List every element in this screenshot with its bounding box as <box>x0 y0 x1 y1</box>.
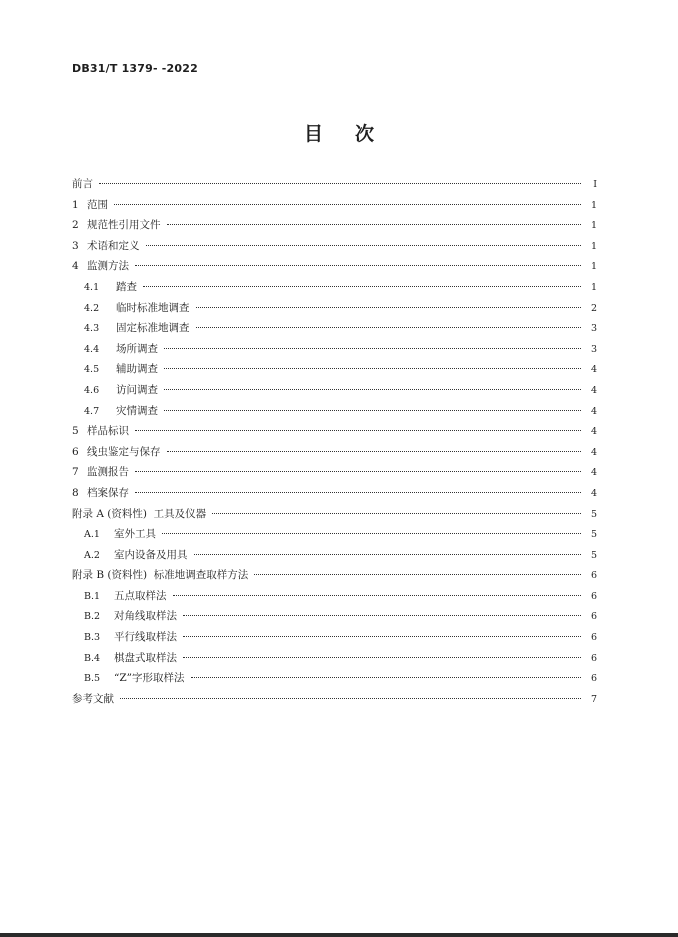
toc-entry-number: 4.6 <box>84 384 100 396</box>
toc-entry-number: 4.4 <box>84 343 100 355</box>
toc-entry[interactable] <box>72 545 597 566</box>
toc-entry-page: 4 <box>590 364 597 376</box>
toc-leader-dots <box>167 451 582 452</box>
toc-entry-title: 对角线取样法 <box>114 610 177 623</box>
toc-entry[interactable] <box>72 648 597 669</box>
toc-entry-title: 棋盘式取样法 <box>114 651 177 664</box>
toc-entry[interactable] <box>72 380 597 401</box>
toc-entry-page: 5 <box>590 508 597 520</box>
toc-entry-number: B.3 <box>84 632 101 644</box>
toc-entry-title: 附录 A (资料性) 工具及仪器 <box>72 507 207 520</box>
toc-leader-dots <box>135 492 581 493</box>
toc-entry-number: 4.7 <box>84 405 100 417</box>
toc-leader-dots <box>196 327 582 328</box>
toc-entry-number: 3 <box>72 239 79 252</box>
toc-leader-dots <box>191 677 581 678</box>
toc-leader-dots <box>99 183 581 184</box>
toc-entry-title: 固定标准地调查 <box>116 322 190 335</box>
page-title <box>0 119 678 146</box>
toc-entry-title: 参考文献 <box>72 692 114 705</box>
toc-entry[interactable] <box>72 421 597 442</box>
toc-entry[interactable] <box>72 462 597 483</box>
toc-leader-dots <box>143 286 581 287</box>
toc-entry-title: 平行线取样法 <box>114 631 177 644</box>
toc-leader-dots <box>212 513 581 514</box>
toc-entry[interactable] <box>72 174 597 195</box>
toc-entry-number: 4 <box>72 260 79 273</box>
toc-entry-page: 6 <box>590 632 597 644</box>
toc-entry-title: 临时标准地调查 <box>116 301 190 314</box>
toc-entry-title: 室内设备及用具 <box>114 548 188 561</box>
toc-leader-dots <box>135 471 581 472</box>
toc-entry-title: 术语和定义 <box>87 239 140 252</box>
toc-entry-number: 6 <box>72 445 79 458</box>
toc-leader-dots <box>135 430 581 431</box>
toc-entry-page: 4 <box>590 405 597 417</box>
toc-entry[interactable] <box>72 277 597 298</box>
toc-entry[interactable] <box>72 668 597 689</box>
table-of-contents <box>72 174 597 709</box>
toc-entry-number: A.2 <box>84 549 100 561</box>
toc-leader-dots <box>146 245 582 246</box>
toc-entry-page: 1 <box>590 240 597 252</box>
toc-entry-page: 1 <box>590 261 597 273</box>
toc-entry-page: 4 <box>590 446 597 458</box>
toc-entry[interactable] <box>72 195 597 216</box>
toc-entry-title: 档案保存 <box>87 486 129 499</box>
toc-entry[interactable] <box>72 442 597 463</box>
page-bottom-edge <box>0 933 678 937</box>
toc-entry-title: 室外工具 <box>114 528 156 541</box>
toc-entry[interactable] <box>72 606 597 627</box>
toc-leader-dots <box>120 698 581 699</box>
document-id: DB31/T 1379- -2022 <box>72 62 198 75</box>
toc-entry-page: 5 <box>590 529 597 541</box>
toc-entry-title: 样品标识 <box>87 425 129 438</box>
toc-entry-number: B.1 <box>84 590 101 602</box>
title-char-2: 次 <box>355 123 375 145</box>
toc-entry-number: 4.2 <box>84 302 100 314</box>
toc-entry[interactable] <box>72 256 597 277</box>
toc-entry-title: 线虫鉴定与保存 <box>87 445 161 458</box>
toc-leader-dots <box>183 636 581 637</box>
toc-entry-title: 访问调查 <box>116 383 158 396</box>
toc-leader-dots <box>164 389 581 390</box>
toc-entry-title: 五点取样法 <box>114 589 167 602</box>
toc-entry-page: 4 <box>590 384 597 396</box>
toc-entry-title: 附录 B (资料性) 标准地调查取样方法 <box>72 569 249 582</box>
toc-entry[interactable] <box>72 236 597 257</box>
toc-leader-dots <box>164 410 581 411</box>
toc-entry[interactable] <box>72 298 597 319</box>
toc-entry-page: 3 <box>590 323 597 335</box>
toc-leader-dots <box>164 348 581 349</box>
toc-entry-number: 4.1 <box>84 281 100 293</box>
toc-entry-page: 6 <box>590 673 597 685</box>
toc-entry-title: 监测方法 <box>87 260 129 273</box>
toc-entry-page: 6 <box>590 590 597 602</box>
toc-leader-dots <box>254 574 581 575</box>
toc-leader-dots <box>162 533 581 534</box>
toc-leader-dots <box>196 307 582 308</box>
toc-entry-page: 6 <box>590 611 597 623</box>
toc-leader-dots <box>167 224 582 225</box>
toc-entry-title: 场所调查 <box>116 342 158 355</box>
toc-entry-title: 踏查 <box>116 280 137 293</box>
toc-entry-title: 前言 <box>72 178 93 190</box>
toc-entry-number: B.2 <box>84 611 101 623</box>
toc-entry[interactable] <box>72 359 597 380</box>
toc-entry-page: 3 <box>590 343 597 355</box>
toc-entry-number: 2 <box>72 219 79 232</box>
toc-entry[interactable] <box>72 483 597 504</box>
toc-entry[interactable] <box>72 215 597 236</box>
toc-entry[interactable] <box>72 504 597 525</box>
toc-entry-number: 5 <box>72 425 79 438</box>
toc-leader-dots <box>173 595 582 596</box>
toc-leader-dots <box>135 265 581 266</box>
title-char-1: 目 <box>303 123 323 145</box>
toc-leader-dots <box>183 615 581 616</box>
toc-entry-title: 监测报告 <box>87 466 129 479</box>
toc-entry-page: 2 <box>590 302 597 314</box>
toc-leader-dots <box>183 657 581 658</box>
toc-leader-dots <box>114 204 581 205</box>
toc-entry-page: 6 <box>590 652 597 664</box>
toc-entry-number: 4.5 <box>84 364 100 376</box>
toc-entry-page: 4 <box>590 487 597 499</box>
toc-entry[interactable] <box>72 565 597 586</box>
toc-entry-title: 规范性引用文件 <box>87 219 161 232</box>
toc-entry-page: I <box>593 179 597 190</box>
toc-entry-number: A.1 <box>84 529 100 541</box>
toc-entry[interactable] <box>72 401 597 422</box>
toc-entry[interactable] <box>72 318 597 339</box>
toc-entry[interactable] <box>72 524 597 545</box>
toc-entry-page: 5 <box>590 549 597 561</box>
toc-entry-number: B.4 <box>84 652 101 664</box>
toc-entry[interactable] <box>72 627 597 648</box>
toc-entry-title: 辅助调查 <box>116 363 158 376</box>
toc-entry-page: 7 <box>590 693 597 705</box>
toc-entry-title: 灾情调查 <box>116 404 158 417</box>
toc-entry-title: “Z”字形取样法 <box>114 672 185 685</box>
toc-entry-title: 范围 <box>87 198 108 211</box>
toc-leader-dots <box>164 368 581 369</box>
toc-entry-page: 6 <box>590 570 597 582</box>
toc-entry-page: 1 <box>590 281 597 293</box>
toc-entry-number: B.5 <box>84 673 101 685</box>
toc-entry[interactable] <box>72 689 597 710</box>
toc-leader-dots <box>194 554 582 555</box>
toc-entry[interactable] <box>72 586 597 607</box>
toc-entry-number: 1 <box>72 198 79 211</box>
toc-entry-number: 4.3 <box>84 323 100 335</box>
toc-entry-page: 1 <box>590 199 597 211</box>
toc-entry-number: 8 <box>72 486 79 499</box>
toc-entry-number: 7 <box>72 466 79 479</box>
toc-entry-page: 4 <box>590 467 597 479</box>
toc-entry-page: 4 <box>590 426 597 438</box>
toc-entry-page: 1 <box>590 220 597 232</box>
toc-entry[interactable] <box>72 339 597 360</box>
